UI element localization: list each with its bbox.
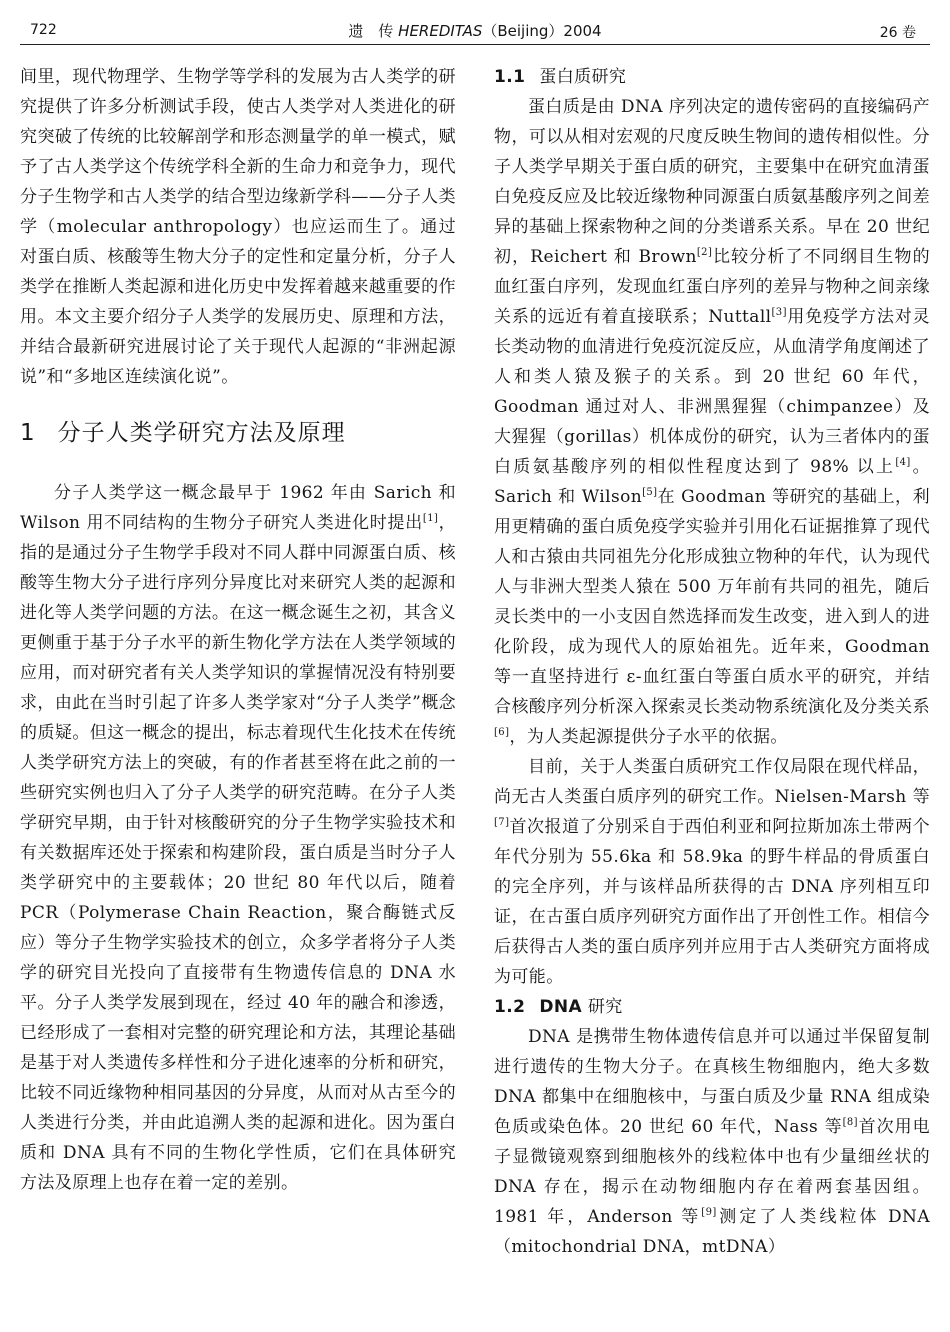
body-paragraph bbox=[494, 1022, 930, 1262]
journal-name-en: HEREDITAS bbox=[398, 22, 483, 40]
section-title: 分子人类学研究方法及原理 bbox=[57, 420, 346, 446]
right-column bbox=[494, 62, 930, 1262]
text-run: 。Sarich 和 Wilson bbox=[494, 457, 930, 507]
volume-label: 26 卷 bbox=[879, 25, 916, 41]
section-number: 1 bbox=[20, 420, 36, 446]
text-run: DNA 是携带生物体遗传信息并可以通过半保留复制进行遗传的生物大分子。在真核生物细胞内，绝大多数 DNA 都集中在细胞核中，与蛋白质及少量 RNA 组成染色质或染色体。20 世纪 60 年代，Nass 等 bbox=[494, 1027, 930, 1137]
citation: [7] bbox=[494, 817, 510, 828]
left-column bbox=[20, 62, 456, 1198]
text-run: ，指的是通过分子生物学手段对不同人群中同源蛋白质、核酸等生物大分子进行序列分异度比对来研究人类的起源和进化等人类学问题的方法。在这一概念诞生之初，其含义更侧重于基于分子水平的新生物化学方法在人类学领域的应用，而对研究者有关人类学知识的掌握情况没有特别要求，由此在当时引起了许多人类学家对“分子人类学”概念的质疑。但这一概念的提出，标志着现代生化技术在传统人类学研究方法上的突破，有的作者甚至将在此之前的一些研究实例也归入了分子人类学的研究范畴。在分子人类学研究早期，由于针对核酸研究的分子生物学实验技术和有关数据库还处于探索和构建阶段，蛋白质是当时分子人类学研究中的主要载体；20 世纪 80 年代以后，随着 PCR（Polymerase Chain Reaction，聚合酶链式反应）等分子生物学实验技术的创立，众多学者将分子人类学的研究目光投向了直接带有生物遗传信息的 DNA 水平。分子人类学发展到现在，经过 40 年的融合和渗透，已经形成了一套相对完整的研究理论和方法，其理论基础是基于对人类遗传多样性和分子进化速率的分析和研究，比较不同近缘物种相同基因的分异度，从而对从古至今的人类进行分类，并由此追溯人类的起源和进化。因为蛋白质和 DNA 具有不同的生物化学性质，它们在具体研究方法及原理上也存在着一定的差别。 bbox=[20, 513, 456, 1193]
text-run: 首次用电子显微镜观察到细胞核外的线粒体中也有少量细丝状的 DNA 存在，揭示在动物细胞内存在着两套基因组。1981 年，Anderson 等 bbox=[494, 1117, 930, 1227]
citation: [6] bbox=[494, 727, 510, 738]
citation: [3] bbox=[771, 307, 787, 318]
body-paragraph bbox=[20, 478, 456, 1198]
intro-paragraph: 间里，现代物理学、生物学等学科的发展为古人类学的研究提供了许多分析测试手段，使古人类学对人类进化的研究突破了传统的比较解剖学和形态测量学的单一模式，赋予了古人类学这个传统学科全新的生命力和竞争力，现代分子生物学和古人类学的结合型边缘新学科——分子人类学（molecular anthropology）也应运而生了。通过对蛋白质、核酸等生物大分子的定性和定量分析，分子人类学在推断人类起源和进化历史中发挥着越来越重要的作用。本文主要介绍分子人类学的发展历史、原理和方法，并结合最新研究进展讨论了关于现代人起源的“非洲起源说”和“多地区连续演化说”。 bbox=[20, 67, 456, 387]
journal-title bbox=[20, 20, 930, 41]
journal-name-zh: 遗 传 bbox=[348, 22, 399, 40]
citation: [2] bbox=[696, 247, 713, 258]
subsection-heading-1-1 bbox=[494, 62, 930, 92]
citation: [5] bbox=[642, 487, 658, 498]
text-run: 目前，关于人类蛋白质研究工作仅局限在现代样品，尚无古人类蛋白质序列的研究工作。Nielsen-Marsh 等 bbox=[494, 757, 930, 807]
running-header bbox=[20, 18, 930, 42]
text-run: 蛋白质是由 DNA 序列决定的遗传密码的直接编码产物，可以从相对宏观的尺度反映生物间的遗传相似性。分子人类学早期关于蛋白质的研究，主要集中在研究血清蛋白免疫反应及比较近缘物种同源蛋白质氨基酸序列之间差异的基础上探索物种之间的分类谱系关系。早在 20 世纪初，Reichert 和 Brown bbox=[494, 97, 930, 267]
subsection-title: 研究 bbox=[582, 997, 623, 1017]
text-run: 分子人类学这一概念最早于 1962 年由 Sarich 和 Wilson 用不同结构的生物分子研究人类进化时提出 bbox=[20, 483, 456, 533]
text-run: 用免疫学方法对灵长类动物的血清进行免疫沉淀反应，从血清学角度阐述了人和类人猿及猴子的关系。到 20 世纪 60 年代，Goodman 通过对人、非洲黑猩猩（chimpanzee）及大猩猩（gorillas）机体成份的研究，认为三者体内的蛋白质氨基酸序列的相似性程度达到了 98% 以上 bbox=[494, 307, 930, 477]
subsection-heading-1-2 bbox=[494, 992, 930, 1022]
citation: [1] bbox=[422, 513, 439, 524]
text-run: 首次报道了分别采自于西伯利亚和阿拉斯加冻土带两个年代分别为 55.6ka 和 58.9ka 的野牛样品的骨质蛋白的完全序列，并与该样品所获得的古 DNA 序列相互印证，在古蛋白质序列研究方面作出了开创性工作。相信今后获得古人类的蛋白质序列并应用于古人类研究方面将成为可能。 bbox=[494, 817, 930, 987]
body-paragraph bbox=[494, 752, 930, 992]
text-run: 测定了人类线粒体 DNA（mitochondrial DNA，mtDNA） bbox=[494, 1207, 930, 1257]
subsection-title-en: DNA bbox=[539, 997, 583, 1017]
page-number: 722 bbox=[30, 22, 57, 38]
section-heading-1 bbox=[20, 418, 456, 448]
subsection-number: 1.1 bbox=[494, 67, 526, 87]
header-rule bbox=[20, 44, 930, 45]
journal-city-year: （Beijing）2004 bbox=[482, 22, 602, 40]
body-paragraph bbox=[494, 92, 930, 752]
subsection-number: 1.2 bbox=[494, 997, 526, 1017]
subsection-title: 蛋白质研究 bbox=[539, 67, 627, 87]
text-run: 在 Goodman 等研究的基础上，利用更精确的蛋白质免疫学实验并引用化石证据推算了现代人和古猿由共同祖先分化形成独立物种的年代，认为现代人与非洲大型类人猿在 500 万年前有共同的祖先，随后灵长类中的一小支因自然选择而发生改变，进入到人的进化阶段，成为现代人的原始祖先。近年来，Goodman 等一直坚持进行 ε-血红蛋白等蛋白质水平的研究，并结合核酸序列分析深入探索灵长类动物系统演化及分类关系 bbox=[494, 487, 930, 717]
citation: [4] bbox=[895, 457, 911, 468]
citation: [8] bbox=[842, 1117, 858, 1128]
text-run: ，为人类起源提供分子水平的依据。 bbox=[509, 727, 788, 747]
text-run: 比较分析了不同纲目生物的血红蛋白序列，发现血红蛋白序列的差异与物种之间亲缘关系的远近有着直接联系；Nuttall bbox=[494, 247, 930, 327]
citation: [9] bbox=[701, 1207, 717, 1218]
